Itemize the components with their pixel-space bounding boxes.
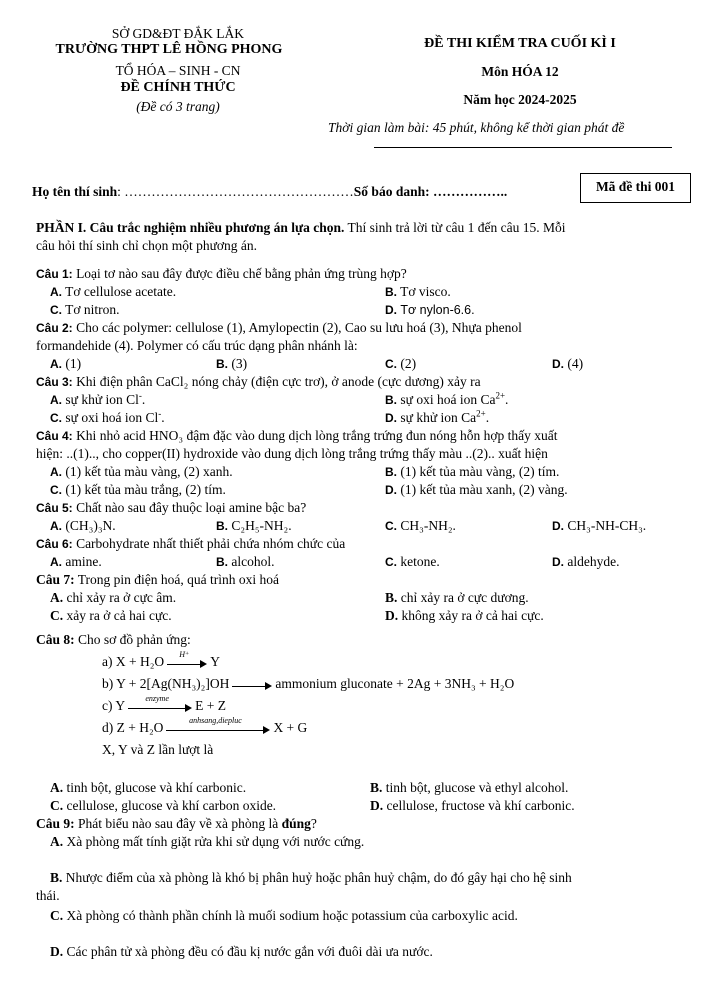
part1-title: PHẦN I. Câu trắc nghiệm nhiều phương án lựa chọn. (36, 220, 345, 235)
reaction-arrow-icon (232, 680, 272, 690)
candidate-name-dots: : …………………………………………… (117, 184, 354, 199)
q5-stem: Câu 5: Chất nào sau đây thuộc loại amine bậc ba? (36, 500, 307, 515)
candidate-id-label: Số báo danh: …………….. (353, 184, 508, 199)
q9-option-b-1: B. Nhược điểm của xà phòng là khó bị phân huỷ hoặc phân huỷ chậm, do đó gây hại cho hệ sinh (50, 870, 572, 885)
q4-stem-2: hiện: ..(1).., cho copper(II) hydroxide vào dung dịch lòng trắng trứng thấy màu ..(2).. xuất hiện (36, 446, 548, 461)
q8-option-a: A. tinh bột, glucose và khí carbonic. (50, 780, 247, 795)
q9-number: Câu 9: (36, 816, 75, 831)
q1-option-a: A. Tơ cellulose acetate. (50, 284, 177, 299)
q6-option-d: D. aldehyde. (552, 554, 620, 569)
q2-option-d: D. (4) (552, 356, 584, 371)
q2-stem-1: Câu 2: Cho các polymer: cellulose (1), Amylopectin (2), Cao su lưu hoá (3), Nhựa phenol (36, 320, 522, 335)
q8-reaction-a: a) X + H₂O H⁺ Y (102, 649, 220, 669)
q7-option-a: A. chỉ xảy ra ở cực âm. (50, 590, 177, 605)
q8-question: X, Y và Z lần lượt là (102, 742, 214, 757)
q2-option-c: C. (2) (385, 356, 417, 371)
q2-number: Câu 2: (36, 321, 73, 335)
reaction-arrow-icon: H⁺ (167, 658, 207, 668)
q1-number: Câu 1: (36, 267, 73, 281)
q7-option-d: D. không xảy ra ở cả hai cực. (385, 608, 544, 623)
q3-stem: Câu 3: Khi điện phân CaCl₂ nóng chảy (điện cực trơ), ở anode (cực dương) xảy ra (36, 374, 481, 389)
q8-number: Câu 8: (36, 632, 75, 647)
exam-title: ĐỀ THI KIỂM TRA CUỐI KÌ I (424, 36, 616, 51)
q2-option-b: B. (3) (216, 356, 248, 371)
q8-reaction-b: b) Y + 2[Ag(NH₃)₂]OH ammonium gluconate + 2Ag + 3NH₃ + H₂O (102, 676, 515, 691)
q5-option-a: A. (CH₃)₃N. (50, 518, 116, 533)
q8-option-b: B. tinh bột, glucose và ethyl alcohol. (370, 780, 569, 795)
q4-stem-1: Câu 4: Khi nhỏ acid HNO₃ đậm đặc vào dung dịch lòng trắng trứng đun nóng hỗn hợp thấy xuất (36, 428, 558, 443)
q6-option-a: A. amine. (50, 554, 102, 569)
dept-name: SỞ GD&ĐT ĐẮK LẮK (111, 26, 245, 41)
q4-option-a: A. (1) kết tủa màu vàng, (2) xanh. (50, 464, 233, 479)
part1-instruction-2: câu hỏi thí sinh chỉ chọn một phương án. (36, 238, 258, 253)
q7-option-b: B. chỉ xảy ra ở cực dương. (385, 590, 529, 605)
subject: Môn HÓA 12 (481, 64, 559, 79)
q8-option-c: C. cellulose, glucose và khí carbon oxide. (50, 798, 277, 813)
candidate-name-label: Họ tên thí sinh (32, 184, 118, 199)
q5-option-d: D. CH₃-NH-CH₃. (552, 518, 647, 533)
group-name: TỔ HÓA – SINH - CN (115, 63, 241, 78)
q9-option-b-2: thái. (36, 888, 60, 903)
part1-instruction-1: Thí sinh trả lời từ câu 1 đến câu 15. Mỗi (344, 220, 566, 235)
q9-stem: Câu 9: Phát biểu nào sau đây về xà phòng là đúng? (36, 816, 317, 831)
q3-option-b: B. sự oxi hoá ion $Ca^{2+}$. (385, 390, 509, 407)
q9-option-a: A. Xà phòng mất tính giặt rửa khi sử dụng với nước cứng. (50, 834, 365, 849)
q4-option-d: D. (1) kết tủa màu xanh, (2) vàng. (385, 482, 568, 497)
q7-number: Câu 7: (36, 572, 75, 587)
q2-stem-2: formandehide (4). Polymer có cấu trúc dạng phân nhánh là: (36, 338, 358, 353)
time-note: Thời gian làm bài: 45 phút, không kể thời gian phát đề (328, 120, 625, 135)
q9-option-d: D. Các phân tử xà phòng đều có đầu kị nước gắn với đuôi dài ưa nước. (50, 944, 433, 959)
q6-option-c: C. ketone. (385, 554, 440, 569)
q4-number: Câu 4: (36, 429, 73, 443)
q8-stem: Câu 8: Cho sơ đồ phản ứng: (36, 632, 191, 647)
exam-code-box (580, 173, 691, 203)
q1-option-b: B. Tơ visco. (385, 284, 451, 299)
q1-option-d: D. Tơ nylon-6.6. (385, 303, 475, 317)
q8-reaction-c: c) Y enzyme E + Z (102, 693, 226, 713)
q7-stem: Câu 7: Trong pin điện hoá, quá trình oxi hoá (36, 572, 280, 587)
pages-note: (Đề có 3 trang) (136, 99, 220, 114)
q5-option-b: B. C₂H₅-NH₂. (216, 518, 292, 533)
q4-option-c: C. (1) kết tủa màu trắng, (2) tím. (50, 482, 226, 497)
q3-number: Câu 3: (36, 375, 73, 389)
reaction-arrow-icon: anhsang,diepluc (166, 724, 270, 734)
header-divider (374, 147, 672, 148)
q1-stem (36, 266, 407, 282)
school-name: TRƯỜNG THPT LÊ HỒNG PHONG (55, 42, 283, 57)
q5-number: Câu 5: (36, 501, 73, 515)
q3-option-d: D. sự khử ion $Ca^{2+}$. (385, 408, 490, 425)
official-label: ĐỀ CHÍNH THỨC (120, 80, 236, 95)
q6-stem: Câu 6: Carbohydrate nhất thiết phải chứa nhóm chức của (36, 536, 346, 551)
q6-number: Câu 6: (36, 537, 73, 551)
q6-option-b: B. alcohol. (216, 554, 275, 569)
exam-code: Mã đề thi 001 (595, 179, 676, 194)
q3-option-a: A. sự khử ion Cl-. (50, 390, 146, 407)
q9-option-c: C. Xà phòng có thành phần chính là muối sodium hoặc potassium của carboxylic acid. (50, 908, 518, 923)
q7-option-c: C. xảy ra ở cả hai cực. (50, 608, 172, 623)
q4-option-b: B. (1) kết tủa màu vàng, (2) tím. (385, 464, 560, 479)
q8-reaction-d: d) Z + H₂O anhsang,diepluc X + G (102, 715, 308, 735)
q3-option-c: C. sự oxi hoá ion Cl-. (50, 408, 165, 425)
part1-line-1 (36, 220, 566, 236)
q1-option-c: C. Tơ nitron. (50, 302, 120, 317)
q5-option-c: C. CH₃-NH₂. (385, 518, 456, 533)
reaction-arrow-icon: enzyme (128, 702, 192, 712)
school-year: Năm học 2024-2025 (463, 92, 577, 107)
q2-option-a: A. (1) (50, 356, 82, 371)
q1-text: Loại tơ nào sau đây được điều chế bằng phản ứng trùng hợp? (72, 266, 407, 281)
candidate-name-line (32, 184, 507, 200)
q8-option-d: D. cellulose, fructose và khí carbonic. (370, 798, 575, 813)
